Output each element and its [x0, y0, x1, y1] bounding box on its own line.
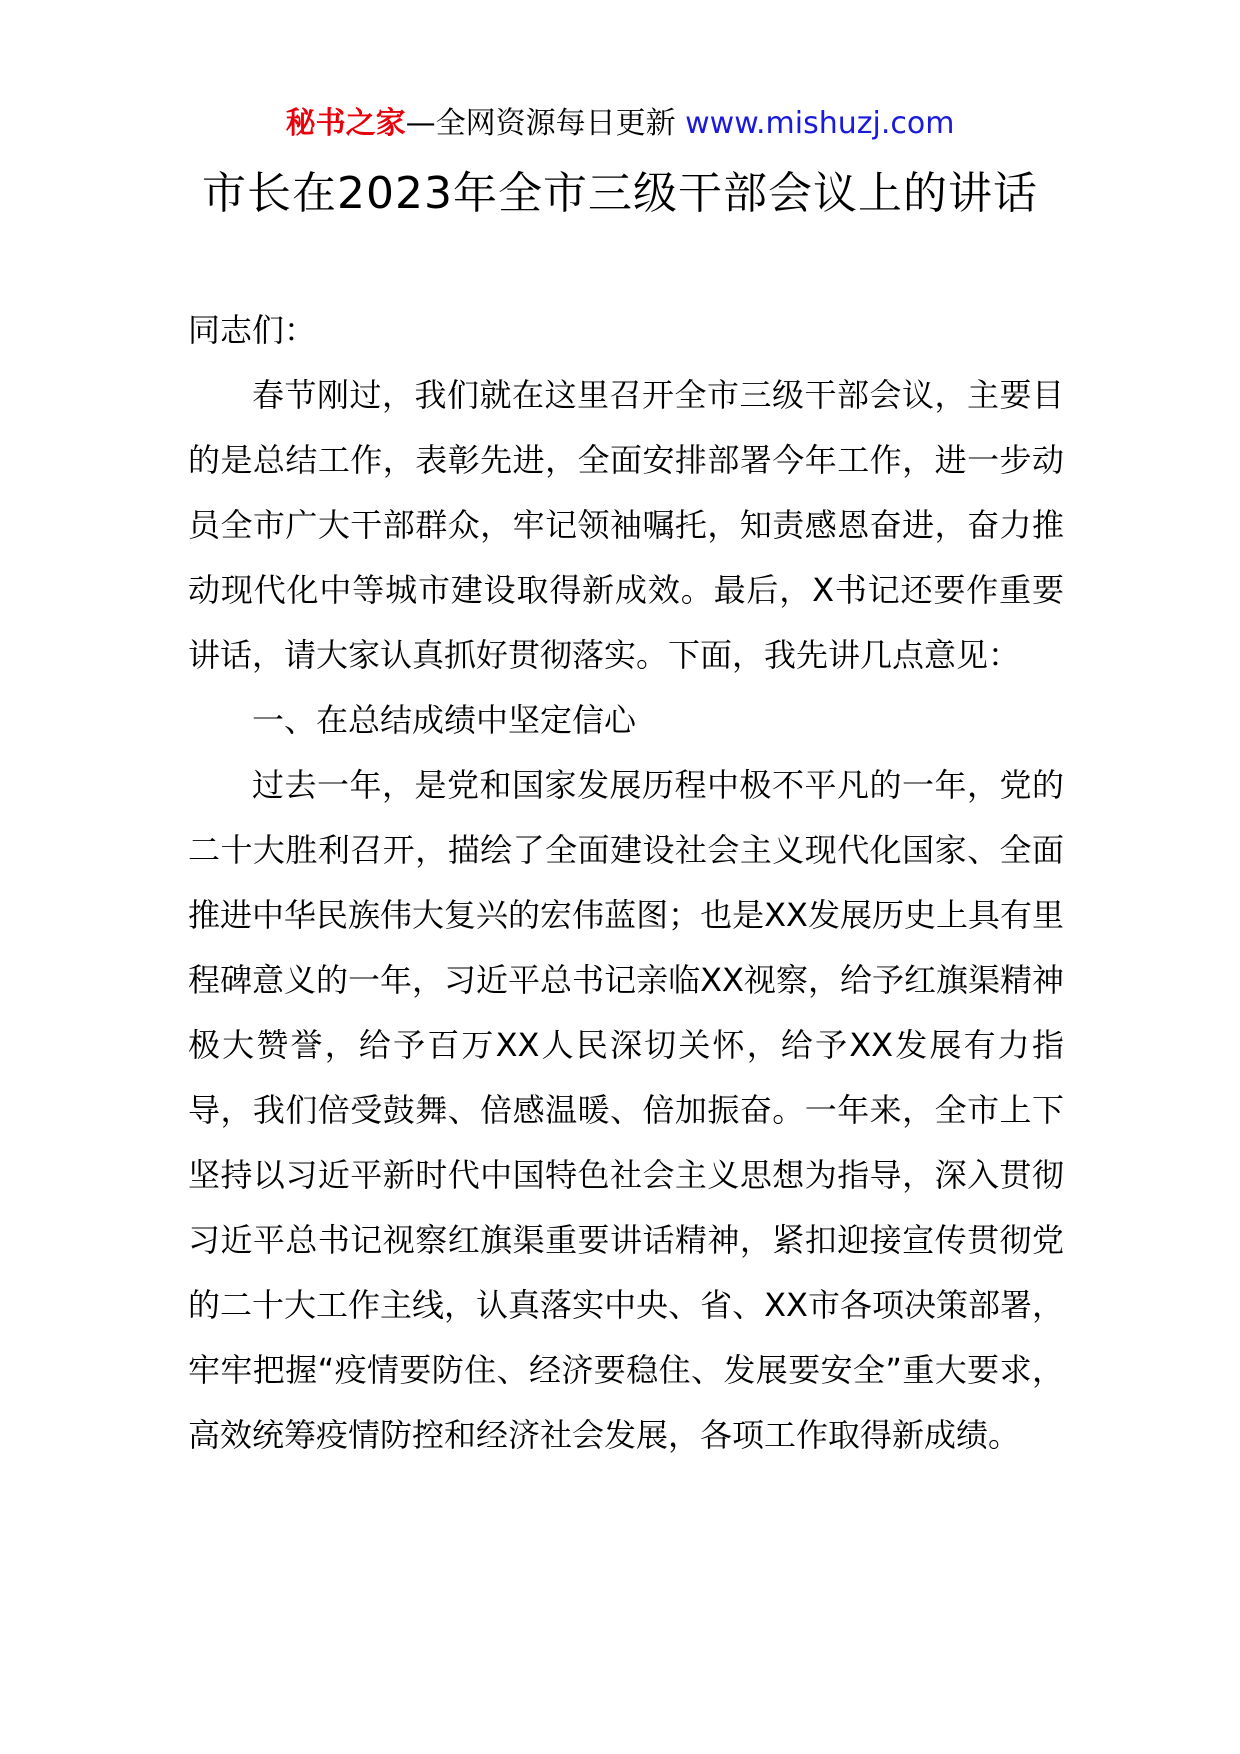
site-url-link[interactable]: www.mishuzj.com	[685, 106, 955, 141]
site-slogan: —全网资源每日更新	[405, 106, 686, 141]
paragraph-intro: 春节刚过，我们就在这里召开全市三级干部会议，主要目的是总结工作，表彰先进，全面安排部署今年工作，进一步动员全市广大干部群众，牢记领袖嘱托，知责感恩奋进，奋力推动现代化中等城市建设取得新成效。最后，X书记还要作重要讲话，请大家认真抓好贯彻落实。下面，我先讲几点意见：	[188, 376, 1064, 674]
site-header	[0, 103, 1240, 145]
paragraph-achievements: 过去一年，是党和国家发展历程中极不平凡的一年，党的二十大胜利召开，描绘了全面建设社会主义现代化国家、全面推进中华民族伟大复兴的宏伟蓝图；也是XX发展历史上具有里程碑意义的一年，习近平总书记亲临XX视察，给予红旗渠精神极大赞誉，给予百万XX人民深切关怀，给予XX发展有力指导，我们倍受鼓舞、倍感温暖、倍加振奋。一年来，全市上下坚持以习近平新时代中国特色社会主义思想为指导，深入贯彻习近平总书记视察红旗渠重要讲话精神，紧扣迎接宣传贯彻党的二十大工作主线，认真落实中央、省、XX市各项决策部署，牢牢把握“疫情要防住、经济要稳住、发展要安全”重大要求，高效统筹疫情防控和经济社会发展，各项工作取得新成绩。	[188, 766, 1064, 1454]
section-heading-1: 一、在总结成绩中坚定信心	[252, 701, 637, 739]
document-body	[188, 298, 1064, 1468]
document-title: 市长在2023年全市三级干部会议上的讲话	[202, 168, 1038, 219]
site-brand: 秘书之家	[285, 106, 406, 141]
salutation: 同志们：	[188, 311, 317, 349]
